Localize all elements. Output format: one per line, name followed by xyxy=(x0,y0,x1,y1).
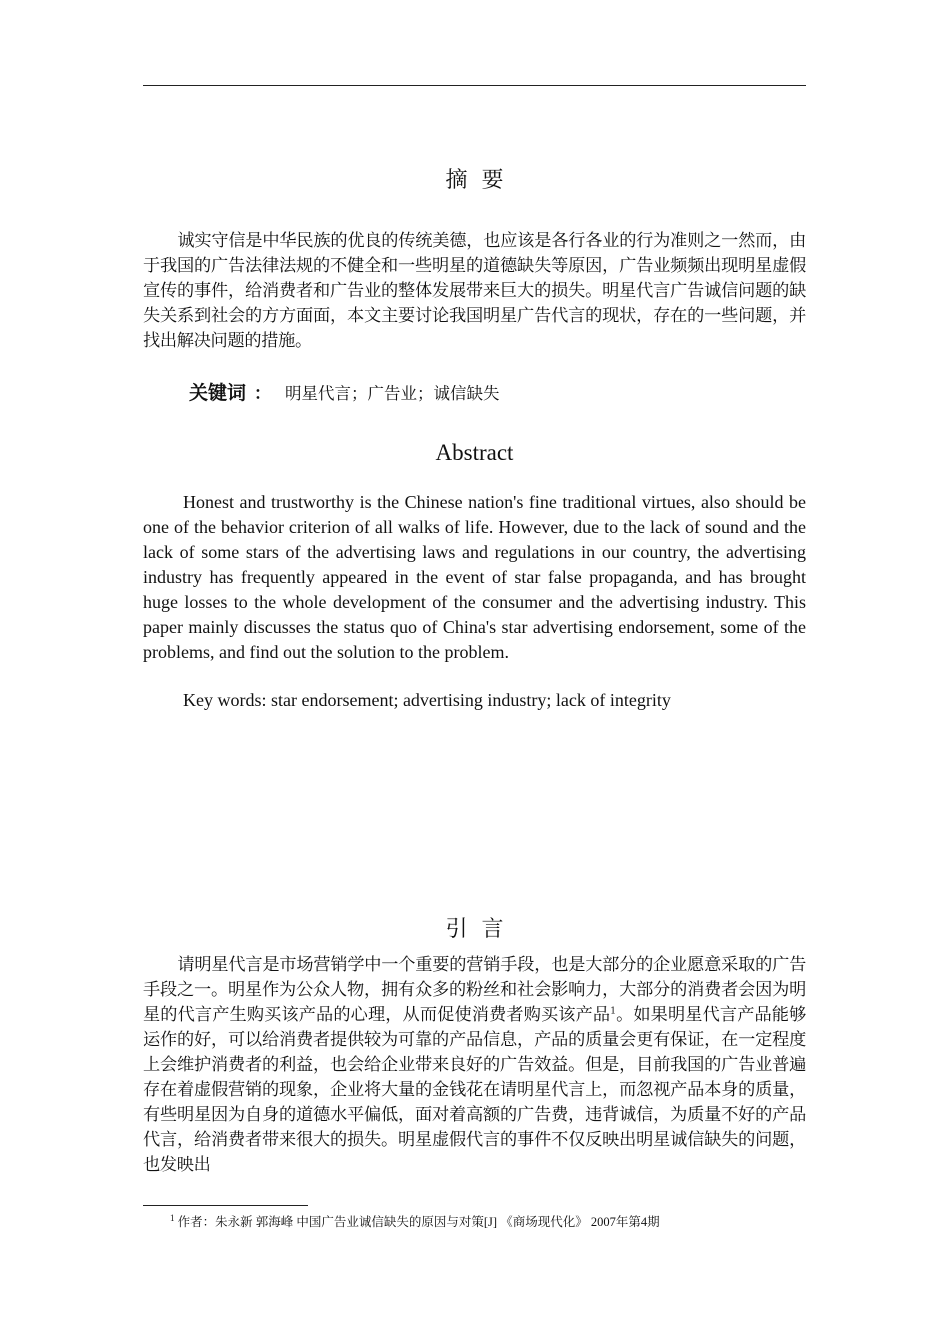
introduction-body-part2: 。如果明星代言产品能够运作的好，可以给消费者提供较为可靠的产品信息，产品的质量会更有保证，在一定程度上会维护消费者的利益，也会给企业带来良好的广告效益。但是，目前我国的广告业普遍存在着虚假营销的现象，企业将大量的金钱花在请明星代言上，而忽视产品本身的质量，有些明星因为自身的道德水平偏低，面对着高额的广告费，违背诚信，为质量不好的产品代言，给消费者带来很大的损失。明星虚假代言的事件不仅反映出明星诚信缺失的问题，也发映出 xyxy=(143,1005,807,1175)
abstract-en-heading: Abstract xyxy=(435,440,514,465)
abstract-cn-body: 诚实守信是中华民族的优良的传统美德，也应该是各行各业的行为准则之一然而，由于我国的广告法律法规的不健全和一些明星的道德缺失等原因，广告业频频出现明星虚假宣传的事件，给消费者和广告业的整体发展带来巨大的损失。明星代言广告诚信问题的缺失关系到社会的方方面面，本文主要讨论我国明星广告代言的现状，存在的一些问题，并找出解决问题的措施。 xyxy=(143,231,806,351)
introduction-body-part1: 请明星代言是市场营销学中一个重要的营销手段，也是大部分的企业愿意采取的广告手段之一。明星作为公众人物，拥有众多的粉丝和社会影响力，大部分的消费者会因为明星的代言产生购买该产品的心理，从而促使消费者购买该产品 xyxy=(143,955,806,1025)
keywords-cn-text: 明星代言；广告业；诚信缺失 xyxy=(285,384,500,403)
keywords-en-line: Key words: star endorsement; advertising industry; lack of integrity xyxy=(183,690,671,710)
keywords-cn-colon: ： xyxy=(254,384,272,404)
footnote xyxy=(170,1212,660,1230)
keywords-cn-label: 关键词 xyxy=(189,382,247,404)
introduction-body xyxy=(143,953,806,1178)
footnote-text: 作者：朱永新 郭海峰 中国广告业诚信缺失的原因与对策[J] 《商场现代化》 2007年第4期 xyxy=(177,1215,660,1229)
abstract-cn-heading: 摘要 xyxy=(445,168,518,193)
keywords-cn-line xyxy=(189,378,500,405)
abstract-en-body: Honest and trustworthy is the Chinese nation's fine traditional virtues, also should be one of the behavior criterion of all walks of life. However, due to the lack of sound and the lack of some stars of the advertising laws and regulations in our country, the advertising industry has frequently appeared in the event of star false propaganda, and has brought huge losses to the whole development of the consumer and the advertising industry. This paper mainly discusses the status quo of China's star advertising endorsement, some of the problems, and find out the solution to the problem. xyxy=(143,492,806,662)
footnote-rule xyxy=(143,1205,308,1206)
footnote-reference[interactable]: 1 xyxy=(610,1006,616,1017)
header-rule xyxy=(143,85,806,86)
footnote-marker: 1 xyxy=(170,1212,175,1223)
introduction-heading: 引言 xyxy=(445,917,518,942)
